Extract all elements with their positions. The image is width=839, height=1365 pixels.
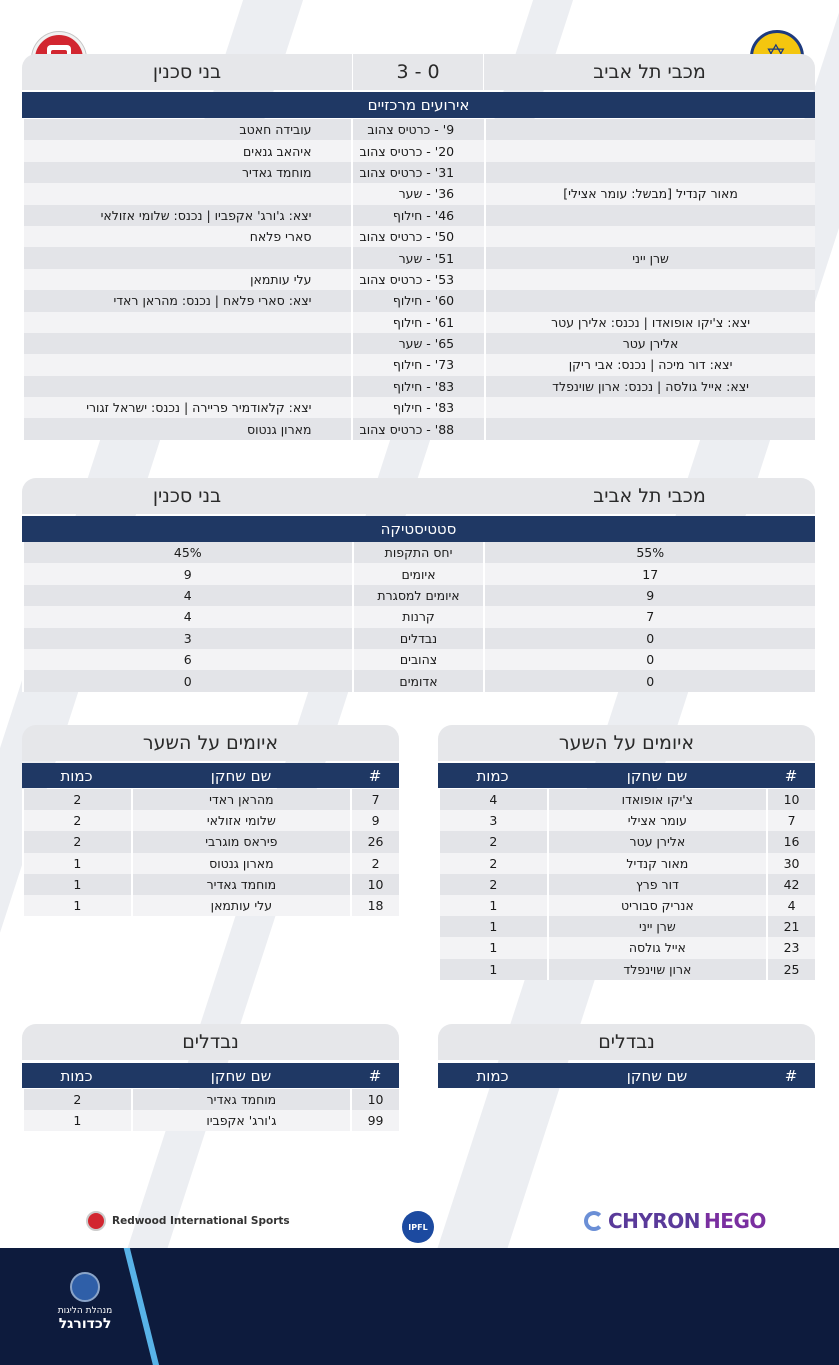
event-home: מארון גנטוס [23,418,352,439]
away-threats-table [438,789,815,980]
event-away: אלירן עטר [485,333,815,354]
stat-home: 6 [23,649,353,670]
player-qty: 1 [23,1110,132,1131]
event-row [23,247,815,268]
event-away [485,226,815,247]
league-logo [50,1266,120,1346]
player-row [23,810,399,831]
away-offsides-columns [438,1063,815,1088]
event-home: סארי פלאח [23,226,352,247]
event-row [23,226,815,247]
col-name: שם שחקן [626,766,688,785]
event-away [485,397,815,418]
event-minute: 65' - שער [352,333,485,354]
stats-table [22,542,815,692]
player-name: שרן ייני [548,916,767,937]
event-minute: 36' - שער [352,183,485,204]
league-logo-icon [70,1272,100,1302]
player-row [439,810,815,831]
event-row [23,269,815,290]
event-home: איהאב גנאים [23,140,352,161]
player-row [23,874,399,895]
col-name: שם שחקן [210,766,272,785]
event-home [23,312,352,333]
col-num: # [368,766,382,785]
event-home [23,354,352,375]
event-home [23,247,352,268]
event-row [23,418,815,439]
player-row [439,831,815,852]
event-row [23,354,815,375]
player-row [439,853,815,874]
player-name: עומר אצילי [548,810,767,831]
home-offsides-columns [22,1063,399,1088]
stat-home: 0 [23,670,353,691]
stat-label: צהובים [353,649,485,670]
player-row [23,1089,399,1110]
redwood-logo [86,1211,290,1231]
player-qty: 2 [439,874,548,895]
away-offsides-title: נבדלים [438,1024,815,1060]
events-table [22,119,815,440]
event-row [23,162,815,183]
event-away: יצא: צ'יקו אופואדו | נכנס: אלירן עטר [485,312,815,333]
player-qty: 1 [439,895,548,916]
event-home: יצא: ג'ורג' אקפביו | נכנס: שלומי אזולאי [23,205,352,226]
stat-home: 4 [23,606,353,627]
player-row [23,831,399,852]
player-qty: 2 [23,831,132,852]
event-minute: 88' - כרטיס צהוב [352,418,485,439]
player-number: 99 [351,1110,399,1131]
home-offsides-table [22,1089,399,1131]
event-away [485,119,815,140]
player-name: פיראס מוגרבי [132,831,351,852]
event-home: יצא: סארי פלאח | נכנס: מהראן ראדי [23,290,352,311]
stat-away: 55% [484,542,815,563]
stat-label: איומים [353,563,485,584]
player-name: צ'יקו אופואדו [548,789,767,810]
player-number: 21 [767,916,815,937]
player-number: 23 [767,937,815,958]
event-home: עלי עותמאן [23,269,352,290]
stat-row [23,670,815,691]
player-name: אלירן עטר [548,831,767,852]
player-qty: 2 [439,831,548,852]
col-name: שם שחקן [210,1066,272,1085]
player-qty: 1 [23,853,132,874]
player-number: 4 [767,895,815,916]
event-away [485,140,815,161]
ipfl-logo-icon: IPFL [402,1211,434,1243]
player-number: 18 [351,895,399,916]
stats-title: סטטיסטיקה [22,516,815,542]
player-number: 25 [767,959,815,980]
stat-row [23,606,815,627]
player-qty: 4 [439,789,548,810]
event-away: יצא: דור מיכה | נכנס: אבי ריקן [485,354,815,375]
away-threats-columns [438,763,815,788]
event-minute: 73' - חילוף [352,354,485,375]
player-number: 30 [767,853,815,874]
sponsor-logos [0,1195,839,1245]
event-away [485,162,815,183]
player-number: 7 [351,789,399,810]
home-offsides-title: נבדלים [22,1024,399,1060]
home-threats-columns [22,763,399,788]
stat-away: 0 [484,649,815,670]
player-number: 10 [351,874,399,895]
stats-home-team: בני סכנין [152,485,222,507]
event-minute: 60' - חילוף [352,290,485,311]
player-qty: 1 [439,916,548,937]
player-row [439,916,815,937]
footer-band [0,1248,839,1365]
player-qty: 2 [23,789,132,810]
event-home [23,376,352,397]
chyronhego-logo-icon [584,1211,604,1231]
league-line2: לכדורגל [58,1316,112,1332]
event-away [485,418,815,439]
player-name: מאור קנדיל [548,853,767,874]
stats-team-header [22,478,815,514]
player-qty: 1 [23,895,132,916]
event-row [23,333,815,354]
player-number: 10 [351,1089,399,1110]
chyron-text: CHYRON [608,1209,701,1233]
match-score: 3 - 0 [352,54,484,90]
stat-away: 9 [484,585,815,606]
event-minute: 50' - כרטיס צהוב [352,226,485,247]
player-qty: 1 [23,874,132,895]
player-row [439,895,815,916]
event-minute: 51' - שער [352,247,485,268]
event-minute: 31' - כרטיס צהוב [352,162,485,183]
event-row [23,140,815,161]
player-number: 10 [767,789,815,810]
event-row [23,312,815,333]
player-number: 16 [767,831,815,852]
away-threats-title: איומים על השער [438,725,815,761]
stat-away: 17 [484,563,815,584]
event-row [23,397,815,418]
player-name: מהראן ראדי [132,789,351,810]
event-away [485,205,815,226]
col-qty: כמות [476,1066,509,1085]
event-away: יצא: אייל גולסה | נכנס: ארון שוינפלד [485,376,815,397]
player-row [23,789,399,810]
player-number: 2 [351,853,399,874]
redwood-logo-icon [86,1211,106,1231]
event-row [23,183,815,204]
home-team-name: בני סכנין [152,61,222,83]
event-home: עובידה חאטב [23,119,352,140]
player-qty: 2 [23,810,132,831]
score-header [22,54,815,90]
player-name: עלי עותמאן [132,895,351,916]
event-minute: 20' - כרטיס צהוב [352,140,485,161]
player-qty: 1 [439,937,548,958]
event-minute: 53' - כרטיס צהוב [352,269,485,290]
events-title: אירועים מרכזיים [22,92,815,118]
event-minute: 61' - חילוף [352,312,485,333]
player-name: אנריק סבוריט [548,895,767,916]
stat-row [23,649,815,670]
stat-label: קרנות [353,606,485,627]
stat-row [23,585,815,606]
away-team-name: מכבי תל אביב [593,61,706,83]
player-name: שלומי אזולאי [132,810,351,831]
home-threats-table [22,789,399,916]
player-qty: 2 [439,853,548,874]
event-row [23,205,815,226]
hego-text: HEGO [704,1209,766,1233]
event-row [23,119,815,140]
player-row [23,853,399,874]
stat-home: 4 [23,585,353,606]
stat-row [23,542,815,563]
col-name: שם שחקן [626,1066,688,1085]
event-row [23,290,815,311]
player-name: ג'ורג' אקפביו [132,1110,351,1131]
event-home: מוחמד גאדיר [23,162,352,183]
home-threats-title: איומים על השער [22,725,399,761]
player-name: דור פרץ [548,874,767,895]
player-name: מוחמד גאדיר [132,874,351,895]
stat-home: 3 [23,628,353,649]
chyronhego-logo [584,1209,766,1233]
player-qty: 1 [439,959,548,980]
col-qty: כמות [60,766,93,785]
player-row [439,789,815,810]
redwood-text: Redwood International Sports [112,1215,290,1227]
stat-label: איומים למסגרת [353,585,485,606]
stat-row [23,628,815,649]
player-qty: 3 [439,810,548,831]
event-away: מאור קנדיל [מבשל: עומר אצילי] [485,183,815,204]
stat-away: 7 [484,606,815,627]
event-home [23,333,352,354]
stat-away: 0 [484,670,815,691]
event-home: יצא: קלאודמיר פריירה | נכנס: ישראל זגורי [23,397,352,418]
event-minute: 9' - כרטיס צהוב [352,119,485,140]
stat-home: 45% [23,542,353,563]
stat-away: 0 [484,628,815,649]
event-away [485,269,815,290]
event-minute: 83' - חילוף [352,397,485,418]
event-home [23,183,352,204]
stat-label: אדומים [353,670,485,691]
player-name: אייל גולסה [548,937,767,958]
player-number: 7 [767,810,815,831]
player-row [23,1110,399,1131]
stats-away-team: מכבי תל אביב [593,485,706,507]
event-minute: 46' - חילוף [352,205,485,226]
event-away: שרן ייני [485,247,815,268]
player-name: מארון גנטוס [132,853,351,874]
col-num: # [784,766,798,785]
stat-label: נבדלים [353,628,485,649]
player-name: ארון שוינפלד [548,959,767,980]
event-row [23,376,815,397]
col-qty: כמות [476,766,509,785]
event-minute: 83' - חילוף [352,376,485,397]
player-row [439,937,815,958]
player-row [439,874,815,895]
event-away [485,290,815,311]
stat-row [23,563,815,584]
player-number: 42 [767,874,815,895]
stat-home: 9 [23,563,353,584]
col-qty: כמות [60,1066,93,1085]
stat-label: יחס התקפות [353,542,485,563]
player-row [23,895,399,916]
col-num: # [784,1066,798,1085]
player-qty: 2 [23,1089,132,1110]
player-number: 9 [351,810,399,831]
player-name: מוחמד גאדיר [132,1089,351,1110]
player-number: 26 [351,831,399,852]
col-num: # [368,1066,382,1085]
player-row [439,959,815,980]
league-line1: מנהלת הליגות [57,1306,113,1316]
